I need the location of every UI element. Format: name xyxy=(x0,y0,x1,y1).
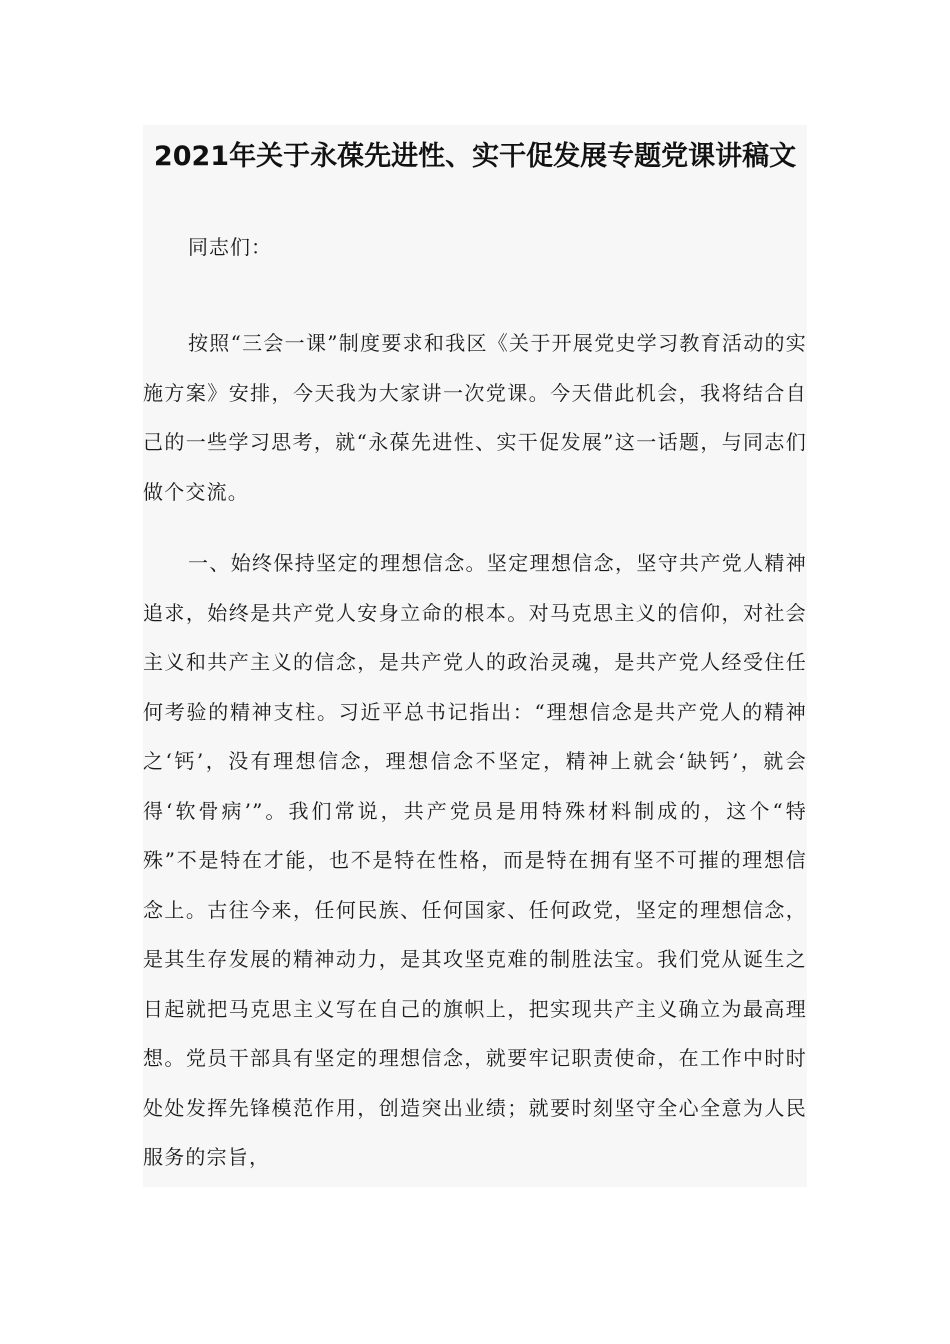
paragraph-intro: 按照“三会一课”制度要求和我区《关于开展党史学习教育活动的实施方案》安排，今天我为大家讲一次党课。今天借此机会，我将结合自己的一些学习思考，就“永葆先进性、实干促发展”这一话题，与同志们做个交流。 xyxy=(143,331,807,504)
document-title: 2021年关于永葆先进性、实干促发展专题党课讲稿文 xyxy=(153,141,797,172)
paragraph-section-1: 一、始终保持坚定的理想信念。坚定理想信念，坚守共产党人精神追求，始终是共产党人安身立命的根本。对马克思主义的信仰，对社会主义和共产主义的信念，是共产党人的政治灵魂，是共产党人经受住任何考验的精神支柱。习近平总书记指出：“理想信念是共产党人的精神之‘钙’，没有理想信念，理想信念不坚定，精神上就会‘缺钙’，就会得‘软骨病’”。我们常说，共产党员是用特殊材料制成的，这个“特殊”不是特在才能，也不是特在性格，而是特在拥有坚不可摧的理想信念上。古往今来，任何民族、任何国家、任何政党，坚定的理想信念，是其生存发展的精神动力，是其攻坚克难的制胜法宝。我们党从诞生之日起就把马克思主义写在自己的旗帜上，把实现共产主义确立为最高理想。党员干部具有坚定的理想信念，就要牢记职责使命，在工作中时时处处发挥先锋模范作用，创造突出业绩；就要时刻坚守全心全意为人民服务的宗旨， xyxy=(143,551,807,1169)
document-page xyxy=(143,125,807,1187)
greeting: 同志们： xyxy=(188,235,272,259)
